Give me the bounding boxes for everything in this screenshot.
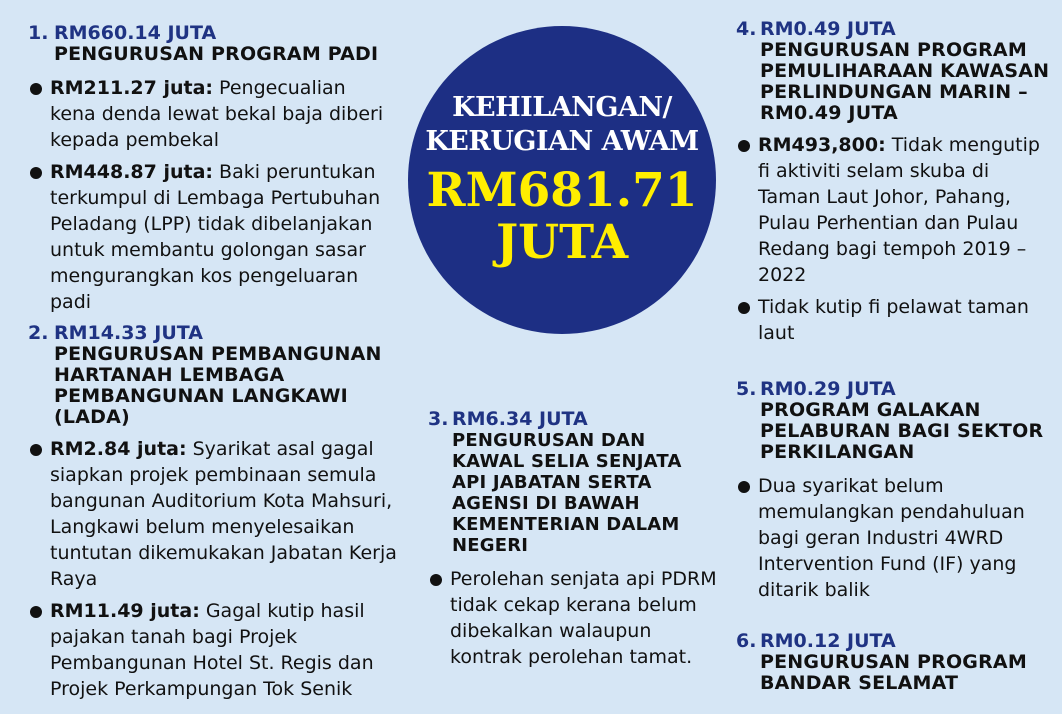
section-amount: 6. RM0.12 JUTA (736, 630, 896, 652)
bullet-icon (30, 606, 42, 618)
section-amount: 3. RM6.34 JUTA (428, 408, 588, 430)
list-item: RM211.27 juta: Pengecualian kena denda lewat bekal baja diberi kepada pembekal (28, 75, 388, 153)
circle-heading-line2: KERUGIAN AWAM (425, 126, 699, 157)
circle-heading-line1: KEHILANGAN/ (452, 92, 672, 123)
list-item: Tidak kutip fi pelawat taman laut (736, 294, 1054, 346)
section-title: PENGURUSAN PROGRAM PADI (54, 43, 379, 65)
summary-circle (408, 26, 716, 334)
section-title: PENGURUSAN PROGRAM BANDAR SELAMAT (760, 651, 1027, 694)
total-amount-line1: RM681.71 (426, 163, 698, 218)
section-5 (736, 378, 1054, 603)
bullet-icon (30, 444, 42, 456)
list-item: RM493,800: Tidak mengutip fi aktiviti selam skuba di Taman Laut Johor, Pahang, Pulau Perhentian dan Pulau Redang bagi tempoh 2019 – 2022 (736, 132, 1054, 288)
section-amount: 4. RM0.49 JUTA (736, 18, 896, 40)
bullet-icon (738, 481, 750, 493)
section-title: PENGURUSAN PROGRAM PEMULIHARAAN KAWASAN PERLINDUNGAN MARIN – RM0.49 JUTA (760, 39, 1050, 124)
bullet-icon (738, 302, 750, 314)
bullet-icon (738, 140, 750, 152)
list-item: RM2.84 juta: Syarikat asal gagal siapkan projek pembinaan semula bangunan Auditorium Kota Mahsuri, Langkawi belum menyelesaikan tuntutan dikemukakan Jabatan Kerja Raya (28, 436, 403, 592)
section-title: PENGURUSAN DAN KAWAL SELIA SENJATA API JABATAN SERTA AGENSI DI BAWAH KEMENTERIAN DALAM NEGERI (452, 430, 682, 556)
section-4 (736, 18, 1054, 346)
section-title: PENGURUSAN PEMBANGUNAN HARTANAH LEMBAGA PEMBANGUNAN LANGKAWI (LADA) (54, 343, 382, 428)
list-item: RM11.49 juta: Gagal kutip hasil pajakan tanah bagi Projek Pembangunan Hotel St. Regis dan Projek Perkampungan Tok Senik (28, 598, 403, 702)
list-item: Perolehan senjata api PDRM tidak cekap kerana belum dibekalkan walaupun kontrak perolehan tamat. (428, 566, 718, 670)
section-1 (28, 22, 388, 315)
list-item: Dua syarikat belum memulangkan pendahuluan bagi geran Industri 4WRD Intervention Fund (IF) yang ditarik balik (736, 473, 1054, 603)
section-amount: 5. RM0.29 JUTA (736, 378, 896, 400)
section-2 (28, 322, 403, 702)
list-item: RM448.87 juta: Baki peruntukan terkumpul di Lembaga Pertubuhan Peladang (LPP) tidak dibelanjakan untuk membantu golongan sasar mengurangkan kos pengeluaran padi (28, 159, 388, 315)
section-amount: 2. RM14.33 JUTA (28, 322, 203, 344)
section-6 (736, 630, 1054, 694)
section-amount: 1. RM660.14 JUTA (28, 22, 217, 44)
section-title: PROGRAM GALAKAN PELABURAN BAGI SEKTOR PERKILANGAN (760, 399, 1044, 463)
bullet-icon (430, 574, 442, 586)
bullet-icon (30, 83, 42, 95)
section-3 (428, 408, 718, 670)
bullet-icon (30, 167, 42, 179)
total-amount-line2: JUTA (495, 215, 629, 270)
